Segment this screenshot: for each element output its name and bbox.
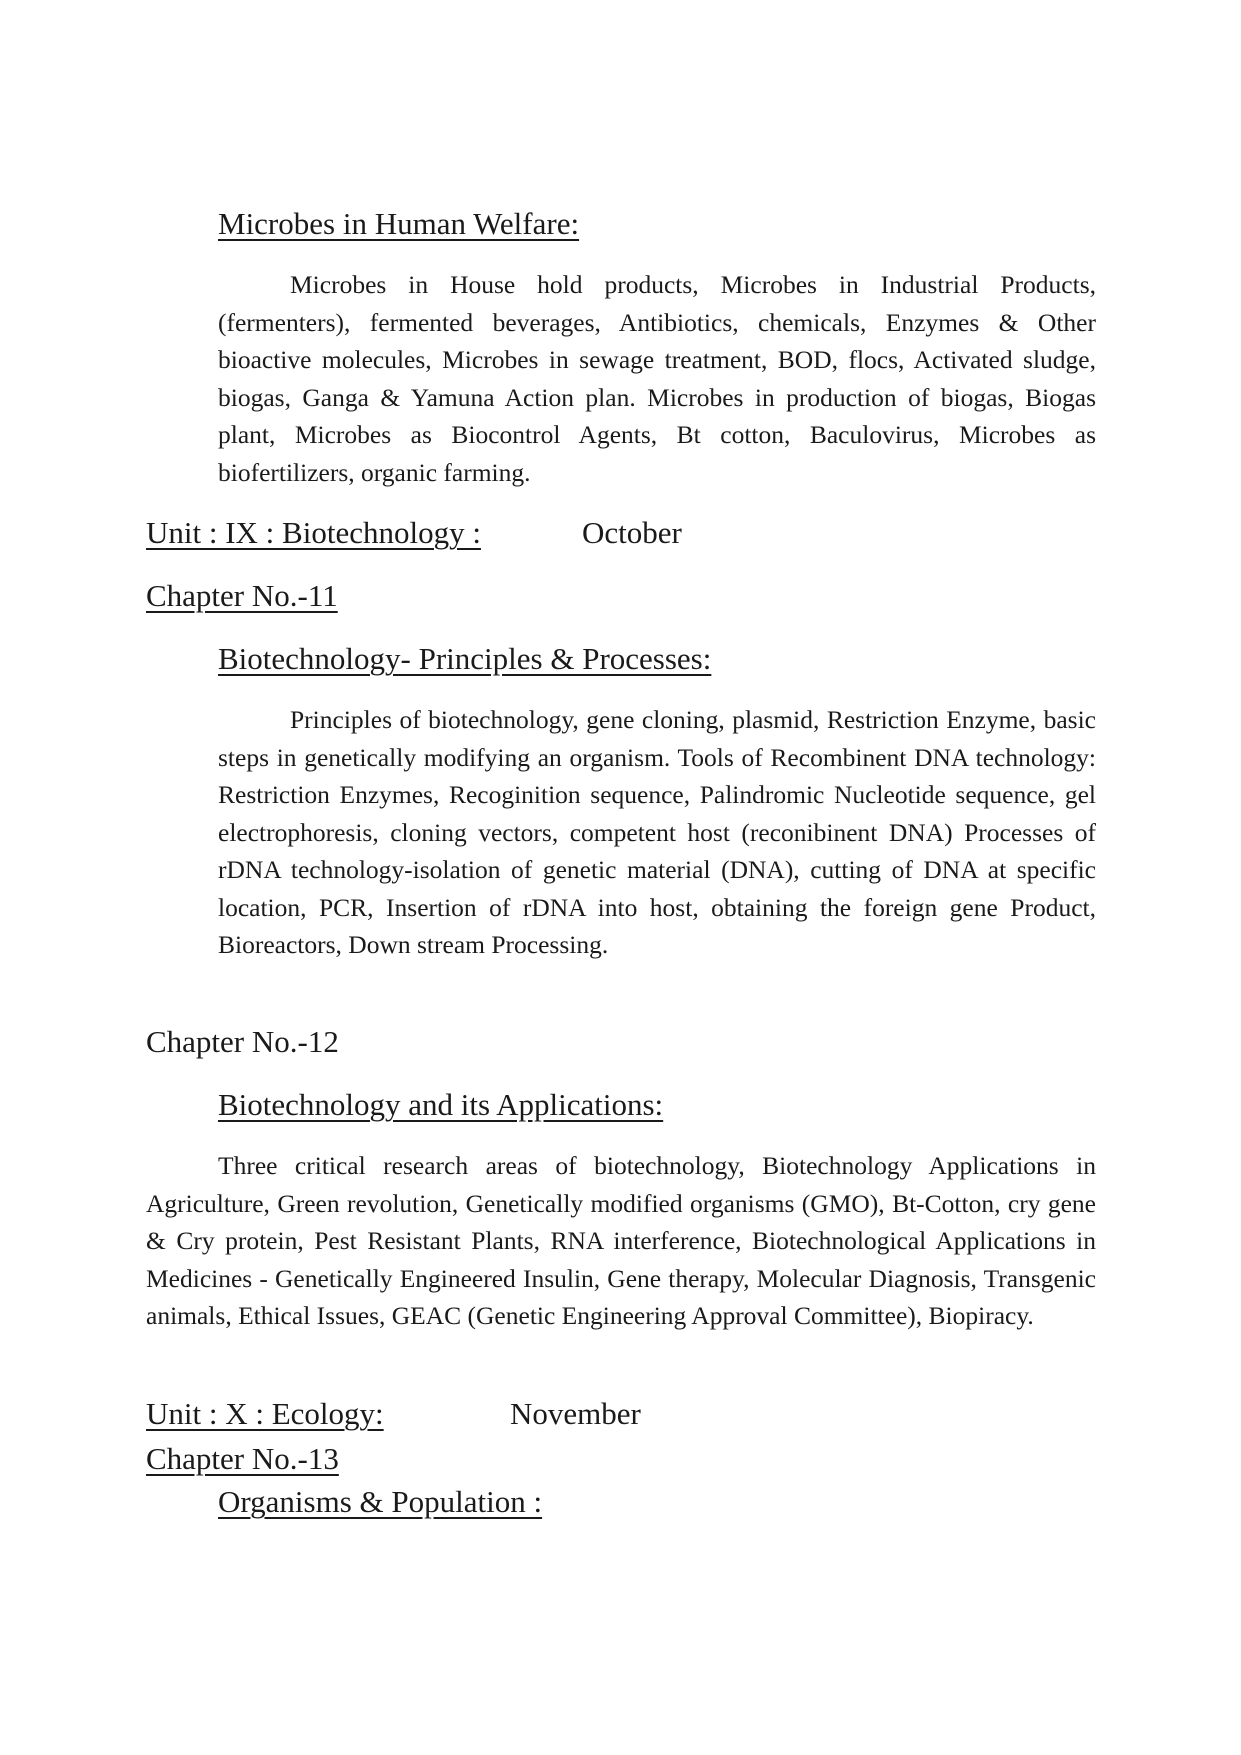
chapter-heading-organisms: Organisms & Population : <box>218 1484 543 1519</box>
chapter-number-11: Chapter No.-11 <box>146 578 338 613</box>
chapter-heading-applications: Biotechnology and its Applications: <box>218 1087 664 1122</box>
paragraph-principles: Principles of biotechnology, gene cloning, plasmid, Restriction Enzyme, basic steps in genetically modifying an organism. Tools of Recombinent DNA technology: Restriction Enzymes, Recoginition sequence, Palindromic Nucleotide sequence, gel electrophoresis, cloning vectors, competent host (reconibinent DNA) Processes of rDNA technology-isolation of genetic material (DNA), cutting of DNA at specific location, PCR, Insertion of rDNA into host, obtaining the foreign gene Product, Bioreactors, Down stream Processing. <box>218 705 1096 959</box>
chapter-number-13: Chapter No.-13 <box>146 1441 339 1476</box>
unit-month-october: October <box>582 515 682 550</box>
chapter-heading-principles: Biotechnology- Principles & Processes: <box>218 641 712 676</box>
unit-title-biotechnology: Unit : IX : Biotechnology : <box>146 515 481 550</box>
chapter-number-12: Chapter No.-12 <box>146 1024 339 1059</box>
paragraph-microbes: Microbes in House hold products, Microbes in Industrial Products, (fermenters), fermented beverages, Antibiotics, chemicals, Enzymes & Other bioactive molecules, Microbes in sewage treatment, BOD, flocs, Activated sludge, biogas, Ganga & Yamuna Action plan. Microbes in production of biogas, Biogas plant, Microbes as Biocontrol Agents, Bt cotton, Baculovirus, Microbes as biofertilizers, organic farming. <box>218 270 1096 487</box>
section-heading-microbes: Microbes in Human Welfare: <box>218 206 580 241</box>
paragraph-applications: Three critical research areas of biotechnology, Biotechnology Applications in Agriculture, Green revolution, Genetically modified organisms (GMO), Bt-Cotton, cry gene & Cry protein, Pest Resistant Plants, RNA interference, Biotechnological Applications in Medicines - Genetically Engineered Insulin, Gene therapy, Molecular Diagnosis, Transgenic animals, Ethical Issues, GEAC (Genetic Engineering Approval Committee), Biopiracy. <box>146 1151 1096 1330</box>
unit-month-november: November <box>510 1396 641 1431</box>
unit-title-ecology: Unit : X : Ecology: <box>146 1396 384 1431</box>
